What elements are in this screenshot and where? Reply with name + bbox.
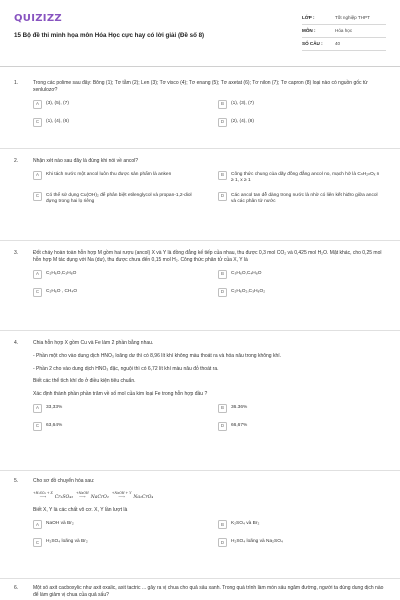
question-number: 4. bbox=[14, 340, 19, 346]
option-c[interactable] bbox=[33, 118, 218, 127]
option-text: 33,33% bbox=[46, 404, 63, 410]
option-letter: D bbox=[218, 288, 227, 297]
option-text: (3), (5), (7) bbox=[46, 100, 69, 106]
option-a[interactable] bbox=[33, 404, 218, 413]
question-number: 6. bbox=[14, 585, 19, 591]
option-d[interactable] bbox=[218, 192, 386, 206]
option-text: (2), (4), (8) bbox=[231, 118, 254, 124]
question-paragraph: Chia hỗn hợp X gồm Cu và Fe làm 2 phần bằng nhau. bbox=[33, 340, 154, 346]
option-letter: C bbox=[33, 288, 42, 297]
question-paragraph: Cho sơ đồ chuyển hóa sau: bbox=[33, 478, 95, 484]
option-letter: C bbox=[33, 192, 42, 201]
option-text: C₂H₆O,C₃H₈O bbox=[46, 270, 77, 276]
option-letter: C bbox=[33, 422, 42, 431]
species: Na₂CrO₄ bbox=[133, 495, 154, 501]
option-letter: D bbox=[218, 118, 227, 127]
question-paragraph: Biết các thể tích khí đo ở điều kiện tiêu chuẩn. bbox=[33, 378, 136, 385]
option-letter: A bbox=[33, 404, 42, 413]
option-b[interactable] bbox=[218, 270, 386, 279]
species: Cr₂SO₄₃ bbox=[54, 495, 73, 501]
reaction-arrow-icon: ⟶ bbox=[79, 495, 86, 501]
option-c[interactable] bbox=[33, 192, 218, 206]
question-4 bbox=[14, 340, 386, 431]
option-text: H₂SO₄ loãng và Na₂SO₄ bbox=[231, 539, 283, 544]
option-letter: D bbox=[218, 422, 227, 431]
option-a[interactable] bbox=[33, 270, 218, 279]
option-text: H₂SO₄ loãng và Br₂ bbox=[46, 539, 88, 544]
option-text: Khi tách nước một ancol luôn thu được sản phẩm là anken bbox=[46, 171, 172, 177]
option-d[interactable] bbox=[218, 118, 386, 127]
arrow-reagent: +H₂SO₄ + X bbox=[33, 490, 53, 495]
question-divider bbox=[0, 470, 400, 471]
question-divider bbox=[0, 330, 400, 331]
option-text: (1), (3), (7) bbox=[231, 100, 254, 106]
option-d[interactable] bbox=[218, 538, 386, 547]
option-text: C₂H₆O₂,C₃H₈O₂ bbox=[231, 288, 266, 294]
option-d[interactable] bbox=[218, 422, 386, 431]
question-text bbox=[33, 478, 386, 514]
meta-label: LỚP : bbox=[302, 14, 315, 20]
option-b[interactable] bbox=[218, 100, 386, 109]
option-b[interactable] bbox=[218, 171, 386, 185]
option-letter: D bbox=[218, 192, 227, 201]
option-letter: B bbox=[218, 270, 227, 279]
question-1 bbox=[14, 80, 386, 127]
option-b[interactable] bbox=[218, 520, 386, 529]
question-divider bbox=[0, 148, 400, 149]
option-text: C₂H₆O , CH₄O bbox=[46, 288, 78, 294]
meta-label: MÔN : bbox=[302, 27, 316, 33]
question-text bbox=[33, 250, 386, 264]
question-text bbox=[33, 158, 386, 165]
option-text: 63,64% bbox=[46, 422, 63, 428]
option-a[interactable] bbox=[33, 171, 218, 185]
option-a[interactable] bbox=[33, 100, 218, 109]
option-text: NaOH và Br₂ bbox=[46, 521, 74, 526]
question-text bbox=[33, 585, 386, 600]
question-number: 2. bbox=[14, 158, 19, 164]
option-letter: A bbox=[33, 171, 42, 180]
option-c[interactable] bbox=[33, 538, 218, 547]
reaction-scheme bbox=[33, 491, 386, 502]
option-letter: D bbox=[218, 538, 227, 547]
answer-options bbox=[33, 270, 386, 297]
meta-row-class bbox=[302, 12, 386, 25]
worksheet-meta bbox=[302, 12, 386, 51]
option-letter: A bbox=[33, 270, 42, 279]
arrow-reagent: +NaOH bbox=[75, 490, 89, 495]
question-paragraph: Nhận xét nào sau đây là đúng khi nói về ancol? bbox=[33, 158, 139, 164]
meta-value: Tốt nghiệp THPT bbox=[335, 14, 370, 20]
question-paragraph: Xác định thành phần phần trăm về số mol của kim loại Fe trong hỗn hợp đầu ? bbox=[33, 391, 208, 397]
question-6 bbox=[14, 585, 386, 600]
question-divider bbox=[0, 240, 400, 241]
species: NaCrO₂ bbox=[90, 495, 109, 501]
meta-row-subject bbox=[302, 25, 386, 38]
header-divider bbox=[0, 66, 400, 67]
reaction-arrow-icon: ⟶ bbox=[39, 495, 47, 501]
option-letter: B bbox=[218, 171, 227, 180]
question-paragraph: Trong các polime sau đây: Bông (1); Tơ tằm (2); Len (3); Tơ visco (4); Tơ enang (5); Tơ axetat (6); Tơ nilon (7); Tơ capron (8) loại nào có nguồn gốc từ xenlulozơ? bbox=[33, 80, 368, 93]
worksheet-header bbox=[14, 12, 386, 62]
option-text: C₃H₆O,C₄H₈O bbox=[231, 270, 262, 276]
option-letter: A bbox=[33, 520, 42, 529]
question-5 bbox=[14, 478, 386, 547]
option-text: K₂SO₄ và Br₂ bbox=[231, 521, 260, 526]
question-number: 1. bbox=[14, 80, 19, 86]
question-paragraph: Biết X, Y là các chất vô cơ. X, Y lần lượt là bbox=[33, 507, 128, 514]
answer-options bbox=[33, 520, 386, 547]
question-text bbox=[33, 340, 386, 398]
question-number: 3. bbox=[14, 250, 19, 256]
meta-value: 40 bbox=[335, 40, 341, 46]
question-number: 5. bbox=[14, 478, 19, 484]
arrow-reagent: +NaOH + Y bbox=[111, 490, 132, 495]
answer-options bbox=[33, 171, 386, 206]
question-paragraph: Đốt cháy hoàn toàn hỗn hợp M gồm hai rượu (ancol) X và Y là đồng đẳng kế tiếp của nhau, thu được 0,3 mol CO₂ và 0,425 mol H₂O. Mặt khác, cho 0,25 mol hỗn hợp M tác dụng với Na (dư), thu được chưa đến 0,15 mol H₂. Công thức phân tử của X, Y là bbox=[33, 250, 382, 263]
question-paragraph: Một số axit cacboxylic như axit oxalic, axit tactric ... gây ra vị chua cho quả sấu xanh. Trong quá trình làm món sấu ngâm đường, người ta dùng dung dịch nào để làm giảm vị chua của quả sấu? bbox=[33, 585, 384, 598]
option-letter: C bbox=[33, 538, 42, 547]
quizizz-logo: QUIZIZZ bbox=[14, 13, 62, 24]
option-c[interactable] bbox=[33, 288, 218, 297]
option-a[interactable] bbox=[33, 520, 218, 529]
question-3 bbox=[14, 250, 386, 297]
question-2 bbox=[14, 158, 386, 206]
option-text: 66,67% bbox=[231, 422, 248, 428]
option-letter: C bbox=[33, 118, 42, 127]
question-paragraph: - Phần 2 cho vào dung dịch HNO₃ đặc, nguội thì có 6,72 lít khí màu nâu đỏ thoát ra. bbox=[33, 365, 219, 372]
meta-label: SỐ CÂU : bbox=[302, 40, 323, 46]
option-letter: B bbox=[218, 404, 227, 413]
option-b[interactable] bbox=[218, 404, 386, 413]
page-title: 15 Bộ đề thi minh họa môn Hóa Học cực hay có lời giải (Đề số 8) bbox=[14, 32, 205, 39]
option-text: 36.36% bbox=[231, 404, 248, 410]
option-c[interactable] bbox=[33, 422, 218, 431]
meta-row-count bbox=[302, 38, 386, 51]
option-letter: A bbox=[33, 100, 42, 109]
option-d[interactable] bbox=[218, 288, 386, 297]
reaction-arrow-icon: ⟶ bbox=[118, 495, 125, 501]
option-text: (1), (4), (6) bbox=[46, 118, 69, 124]
option-letter: B bbox=[218, 520, 227, 529]
answer-options bbox=[33, 404, 386, 431]
option-letter: B bbox=[218, 100, 227, 109]
meta-value: Hóa học bbox=[335, 27, 353, 33]
option-text: Có thể sử dụng Cu(OH)₂ để phân biệt etilenglycol và propan-1,2-diol đựng trong hai lọ riêng bbox=[46, 192, 192, 205]
option-text: Các ancol tan dễ dàng trong nước là nhờ có liên kết hiđro giữa ancol và các phân tử nước bbox=[231, 192, 378, 205]
question-paragraph: - Phần một cho vào dung dịch HNO₃ loãng dư thì có 8,96 lít khí không màu thoát ra và hóa nâu trong không khí. bbox=[33, 352, 282, 359]
option-text: Công thức chung của dãy đồng đẳng ancol no, mạch hở là CₙH₂ₙOₓ n ≥ 1, x ≥ 1 bbox=[231, 171, 380, 184]
question-divider bbox=[0, 578, 400, 579]
answer-options bbox=[33, 100, 386, 127]
question-text bbox=[33, 80, 386, 94]
